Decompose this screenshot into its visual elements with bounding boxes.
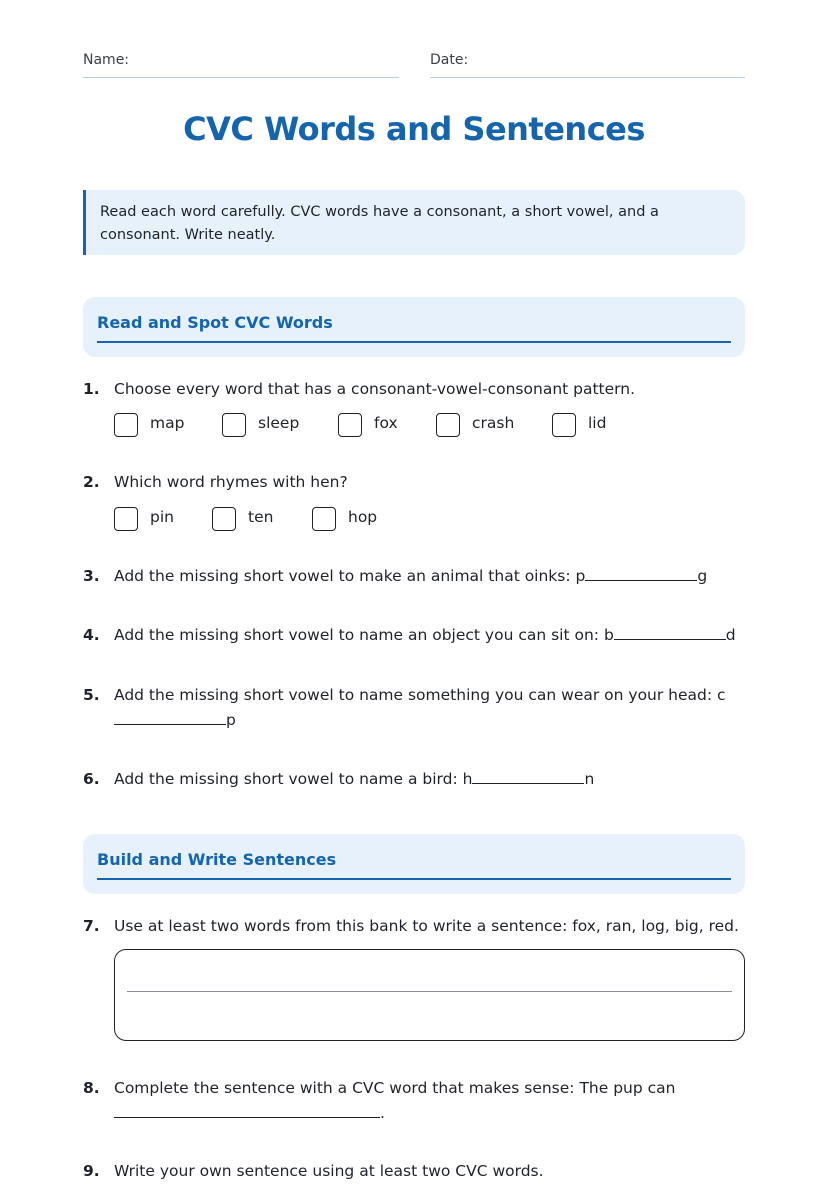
question-text-end: . — [380, 1104, 385, 1122]
date-label: Date: — [430, 52, 469, 68]
option-label: sleep — [258, 414, 300, 432]
name-label: Name: — [83, 52, 130, 68]
checkbox[interactable] — [114, 413, 138, 437]
option-label: ten — [248, 508, 274, 526]
option-label: pin — [150, 508, 174, 526]
question-number: 3. — [83, 567, 100, 585]
section-header-read-spot — [83, 297, 745, 357]
checkbox[interactable] — [338, 413, 362, 437]
checkbox[interactable] — [222, 413, 246, 437]
checkbox[interactable] — [114, 507, 138, 531]
answer-blank[interactable] — [114, 710, 226, 725]
question-text: Choose every word that has a consonant-vowel-consonant pattern. — [114, 380, 636, 398]
page-title: CVC Words and Sentences — [183, 110, 645, 148]
question-number: 9. — [83, 1162, 100, 1180]
date-field[interactable] — [430, 52, 745, 78]
question-text: Add the missing short vowel to name a bird: h — [114, 770, 473, 788]
option-label: hop — [348, 508, 378, 526]
instructions-callout: Read each word carefully. CVC words have a consonant, a short vowel, and a consonant. Write neatly. — [83, 190, 745, 255]
question-text: Complete the sentence with a CVC word that makes sense: The pup can — [114, 1079, 676, 1097]
checkbox[interactable] — [312, 507, 336, 531]
question-number: 4. — [83, 626, 100, 644]
header-fields — [83, 52, 745, 78]
answer-blank[interactable] — [472, 769, 584, 784]
option-label: lid — [588, 414, 607, 432]
question-text: Which word rhymes with hen? — [114, 473, 348, 491]
question-text-end: g — [697, 567, 708, 585]
section-title: Read and Spot CVC Words — [97, 313, 731, 343]
option-label: map — [150, 414, 185, 432]
question-text-end: p — [226, 711, 236, 729]
question-text: Write your own sentence using at least two CVC words. — [114, 1162, 544, 1180]
checkbox[interactable] — [436, 413, 460, 437]
question-text: Use at least two words from this bank to write a sentence: fox, ran, log, big, red. — [114, 917, 739, 935]
section-title: Build and Write Sentences — [97, 850, 731, 880]
checkbox[interactable] — [212, 507, 236, 531]
question-text: Add the missing short vowel to name something you can wear on your head: c — [114, 686, 726, 704]
section-header-build-write — [83, 834, 745, 894]
answer-blank[interactable] — [585, 566, 697, 581]
name-field[interactable] — [83, 52, 399, 78]
answer-blank[interactable] — [614, 625, 726, 640]
question-number: 6. — [83, 770, 100, 788]
writing-line — [127, 991, 732, 992]
question-number: 1. — [83, 380, 100, 398]
question-text: Add the missing short vowel to make an animal that oinks: p — [114, 567, 586, 585]
checkbox[interactable] — [552, 413, 576, 437]
sentence-answer-box[interactable] — [114, 949, 745, 1041]
answer-blank[interactable] — [114, 1103, 380, 1118]
question-number: 2. — [83, 473, 100, 491]
question-text-end: d — [725, 626, 736, 644]
question-text: Add the missing short vowel to name an object you can sit on: b — [114, 626, 614, 644]
option-label: fox — [374, 414, 398, 432]
option-label: crash — [472, 414, 515, 432]
question-number: 5. — [83, 686, 100, 704]
question-number: 7. — [83, 917, 100, 935]
question-number: 8. — [83, 1079, 100, 1097]
question-text-end: n — [584, 770, 595, 788]
